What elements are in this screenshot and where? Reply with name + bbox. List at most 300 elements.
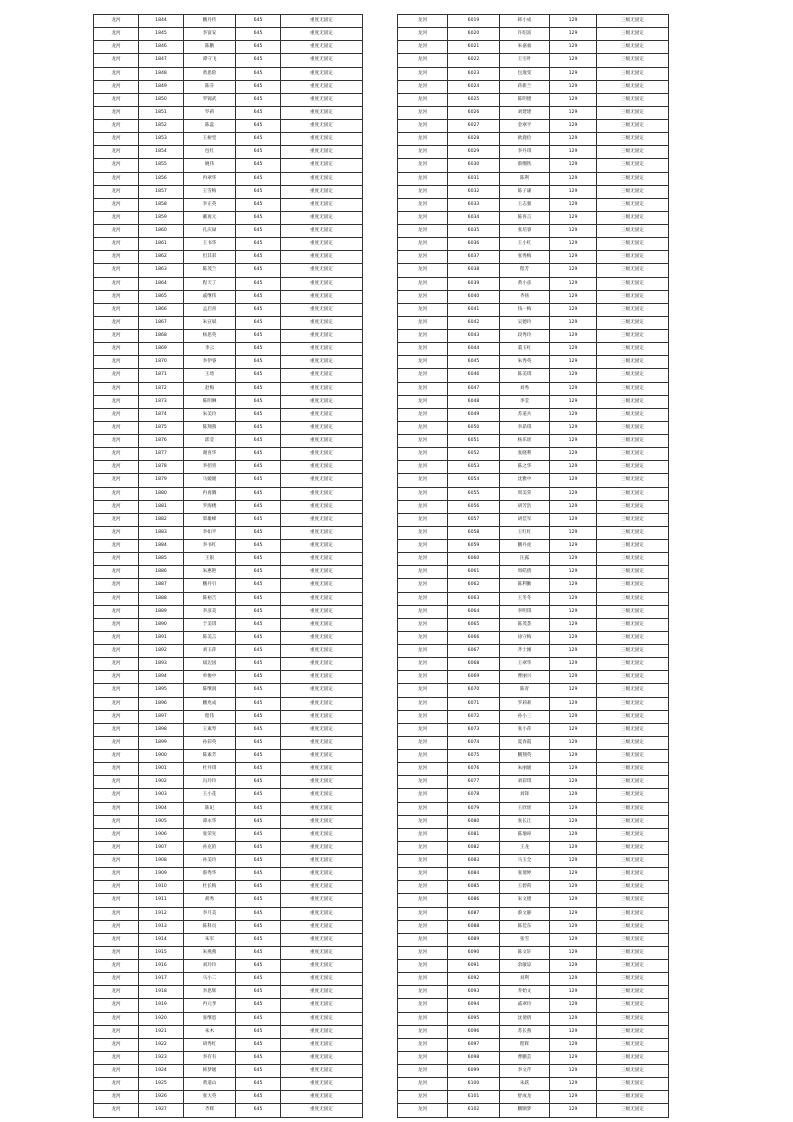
place-cell: 龙河 [94,645,139,658]
serial-number-cell: 1871 [139,369,184,382]
serial-number-cell: 1921 [139,1025,184,1038]
serial-number-cell: 1911 [139,894,184,907]
place-cell: 龙河 [94,553,139,566]
table-row [398,395,669,408]
table-row [398,579,669,592]
place-cell: 龙河 [94,41,139,54]
category-cell: 重度无固定 [281,933,363,946]
table-row [94,802,363,815]
amount-cell: 129 [550,421,597,434]
amount-cell: 645 [236,15,281,28]
name-cell: 孙克的 [184,841,236,854]
name-cell: 王冬冬 [500,592,550,605]
amount-cell: 645 [236,631,281,644]
name-cell: 陈明德 [500,93,550,106]
amount-cell: 645 [236,881,281,894]
place-cell: 龙河 [94,513,139,526]
table-row [398,277,669,290]
place-cell: 龙河 [398,1025,448,1038]
category-cell: 三级无固定 [597,855,669,868]
place-cell: 龙河 [94,251,139,264]
place-cell: 龙河 [94,435,139,448]
serial-number-cell: 1894 [139,671,184,684]
place-cell: 龙河 [398,474,448,487]
table-row [94,185,363,198]
category-cell: 重度无固定 [281,211,363,224]
amount-cell: 645 [236,1012,281,1025]
serial-number-cell: 1907 [139,841,184,854]
serial-number-cell: 6068 [448,658,500,671]
serial-number-cell: 6073 [448,723,500,736]
name-cell: 朱惠艳 [184,566,236,579]
name-cell: 王银 [184,553,236,566]
serial-number-cell: 6043 [448,330,500,343]
table-row [398,986,669,999]
place-cell: 龙河 [398,41,448,54]
category-cell: 三级无固定 [597,776,669,789]
name-cell: 鹏兆成 [184,697,236,710]
place-cell: 龙河 [94,894,139,907]
category-cell: 三级无固定 [597,723,669,736]
table-row [94,973,363,986]
category-cell: 三级无固定 [597,67,669,80]
place-cell: 龙河 [94,54,139,67]
table-row [94,526,363,539]
place-cell: 龙河 [94,776,139,789]
category-cell: 重度无固定 [281,881,363,894]
name-cell: 苏长燕 [500,1025,550,1038]
category-cell: 三级无固定 [597,881,669,894]
serial-number-cell: 6053 [448,461,500,474]
place-cell: 龙河 [398,841,448,854]
amount-cell: 645 [236,1038,281,1051]
serial-number-cell: 1858 [139,198,184,211]
name-cell: 董玉红 [500,343,550,356]
category-cell: 三级无固定 [597,106,669,119]
place-cell: 龙河 [94,960,139,973]
amount-cell: 645 [236,946,281,959]
category-cell: 重度无固定 [281,802,363,815]
category-cell: 重度无固定 [281,28,363,41]
category-cell: 重度无固定 [281,723,363,736]
category-cell: 重度无固定 [281,1104,363,1117]
table-row [94,146,363,159]
serial-number-cell: 1917 [139,973,184,986]
table-row [398,303,669,316]
category-cell: 三级无固定 [597,54,669,67]
amount-cell: 645 [236,172,281,185]
amount-cell: 129 [550,382,597,395]
category-cell: 重度无固定 [281,618,363,631]
table-row [94,238,363,251]
place-cell: 龙河 [94,395,139,408]
table-row [94,658,363,671]
name-cell: 舒成龙 [500,1091,550,1104]
name-cell: 韩梦媛 [184,1065,236,1078]
table-row [398,1051,669,1064]
table-row [398,526,669,539]
name-cell: 夏春霞 [500,736,550,749]
name-cell: 张小萍 [500,723,550,736]
place-cell: 龙河 [94,973,139,986]
amount-cell: 645 [236,894,281,907]
name-cell: 戚翠玲 [500,999,550,1012]
table-row [94,303,363,316]
table-row [94,540,363,553]
serial-number-cell: 1927 [139,1104,184,1117]
amount-cell: 645 [236,303,281,316]
name-cell: 刘秀 [500,382,550,395]
amount-cell: 129 [550,815,597,828]
serial-number-cell: 6036 [448,238,500,251]
name-cell: 朱美玲 [184,408,236,421]
table-row [398,159,669,172]
category-cell: 重度无固定 [281,828,363,841]
table-row [398,28,669,41]
serial-number-cell: 6052 [448,448,500,461]
place-cell: 龙河 [94,264,139,277]
amount-cell: 129 [550,264,597,277]
serial-number-cell: 1905 [139,815,184,828]
category-cell: 重度无固定 [281,41,363,54]
table-row [94,15,363,28]
amount-cell: 645 [236,697,281,710]
name-cell: 鹏丹引 [184,579,236,592]
place-cell: 龙河 [398,855,448,868]
category-cell: 重度无固定 [281,408,363,421]
serial-number-cell: 1913 [139,920,184,933]
table-row [94,41,363,54]
table-row [94,225,363,238]
amount-cell: 129 [550,513,597,526]
serial-number-cell: 6028 [448,133,500,146]
category-cell: 三级无固定 [597,225,669,238]
category-cell: 重度无固定 [281,198,363,211]
table-row [398,316,669,329]
table-row [94,1051,363,1064]
serial-number-cell: 1918 [139,986,184,999]
serial-number-cell: 1866 [139,303,184,316]
category-cell: 重度无固定 [281,920,363,933]
category-cell: 三级无固定 [597,868,669,881]
category-cell: 三级无固定 [597,500,669,513]
place-cell: 龙河 [94,408,139,421]
category-cell: 三级无固定 [597,487,669,500]
serial-number-cell: 6019 [448,15,500,28]
table-row [94,382,363,395]
name-cell: 李月美 [184,907,236,920]
category-cell: 三级无固定 [597,960,669,973]
table-row [398,1104,669,1117]
serial-number-cell: 6020 [448,28,500,41]
amount-cell: 645 [236,369,281,382]
place-cell: 龙河 [398,697,448,710]
category-cell: 三级无固定 [597,946,669,959]
serial-number-cell: 6051 [448,435,500,448]
name-cell: 黄小彦 [500,277,550,290]
place-cell: 龙河 [94,868,139,881]
serial-number-cell: 1852 [139,120,184,133]
category-cell: 重度无固定 [281,316,363,329]
amount-cell: 645 [236,776,281,789]
serial-number-cell: 6102 [448,1104,500,1117]
place-cell: 龙河 [398,566,448,579]
name-cell: 朱燕燕 [184,946,236,959]
name-cell: 王翠华 [500,658,550,671]
category-cell: 重度无固定 [281,1038,363,1051]
table-row [398,920,669,933]
table-row [398,933,669,946]
serial-number-cell: 1892 [139,645,184,658]
name-cell: 李如平 [184,526,236,539]
place-cell: 龙河 [94,907,139,920]
name-cell: 韩小成 [500,15,550,28]
amount-cell: 645 [236,973,281,986]
table-row [94,710,363,723]
category-cell: 三级无固定 [597,277,669,290]
amount-cell: 129 [550,133,597,146]
amount-cell: 645 [236,868,281,881]
table-row [398,566,669,579]
category-cell: 三级无固定 [597,120,669,133]
table-row [398,855,669,868]
table-row [398,553,669,566]
place-cell: 龙河 [398,1065,448,1078]
serial-number-cell: 6045 [448,356,500,369]
serial-number-cell: 6091 [448,960,500,973]
name-cell: 包逸雯 [500,67,550,80]
amount-cell: 129 [550,395,597,408]
place-cell: 龙河 [398,28,448,41]
category-cell: 重度无固定 [281,146,363,159]
serial-number-cell: 6079 [448,802,500,815]
place-cell: 龙河 [94,448,139,461]
name-cell: 李昂琪 [500,421,550,434]
table-row [94,684,363,697]
table-row [94,920,363,933]
place-cell: 龙河 [94,710,139,723]
name-cell: 冯玲玲 [184,776,236,789]
name-cell: 齐士刚 [500,645,550,658]
serial-number-cell: 6057 [448,513,500,526]
table-row [94,80,363,93]
name-cell: 朱文德 [500,894,550,907]
category-cell: 重度无固定 [281,946,363,959]
amount-cell: 645 [236,80,281,93]
serial-number-cell: 1879 [139,474,184,487]
category-cell: 重度无固定 [281,960,363,973]
category-cell: 重度无固定 [281,120,363,133]
name-cell: 孙小三 [500,710,550,723]
name-cell: 孙彩英 [184,736,236,749]
category-cell: 三级无固定 [597,736,669,749]
serial-number-cell: 6093 [448,986,500,999]
name-cell: 朱秀英 [500,356,550,369]
serial-number-cell: 1891 [139,631,184,644]
name-cell: 陈利勤 [500,579,550,592]
category-cell: 重度无固定 [281,461,363,474]
category-cell: 重度无固定 [281,671,363,684]
category-cell: 三级无固定 [597,579,669,592]
name-cell: 刘玉萍 [184,645,236,658]
table-row [94,645,363,658]
place-cell: 龙河 [94,920,139,933]
table-row [398,776,669,789]
serial-number-cell: 1887 [139,579,184,592]
table-row [398,93,669,106]
table-row [398,290,669,303]
serial-number-cell: 6027 [448,120,500,133]
name-cell: 王小红 [500,238,550,251]
place-cell: 龙河 [398,448,448,461]
category-cell: 三级无固定 [597,1012,669,1025]
amount-cell: 645 [236,421,281,434]
serial-number-cell: 1900 [139,750,184,763]
category-cell: 重度无固定 [281,185,363,198]
serial-number-cell: 1850 [139,93,184,106]
table-row [398,500,669,513]
place-cell: 龙河 [398,356,448,369]
name-cell: 徐守梅 [500,631,550,644]
table-row [94,106,363,119]
table-row [398,15,669,28]
table-row [94,277,363,290]
table-row [398,172,669,185]
amount-cell: 129 [550,723,597,736]
place-cell: 龙河 [398,330,448,343]
amount-cell: 645 [236,41,281,54]
category-cell: 三级无固定 [597,566,669,579]
place-cell: 龙河 [94,789,139,802]
place-cell: 龙河 [398,1091,448,1104]
name-cell: 覃雄峰 [184,513,236,526]
name-cell: 程天丁 [184,277,236,290]
name-cell: 王志强 [500,198,550,211]
serial-number-cell: 1886 [139,566,184,579]
amount-cell: 645 [236,789,281,802]
amount-cell: 645 [236,802,281,815]
place-cell: 龙河 [94,198,139,211]
amount-cell: 645 [236,435,281,448]
serial-number-cell: 1893 [139,658,184,671]
place-cell: 龙河 [94,277,139,290]
category-cell: 重度无固定 [281,605,363,618]
serial-number-cell: 1914 [139,933,184,946]
name-cell: 沈雅中 [500,474,550,487]
serial-number-cell: 6100 [448,1078,500,1091]
amount-cell: 645 [236,211,281,224]
amount-cell: 129 [550,1091,597,1104]
serial-number-cell: 6056 [448,500,500,513]
place-cell: 龙河 [94,946,139,959]
table-row [398,973,669,986]
place-cell: 龙河 [94,474,139,487]
category-cell: 重度无固定 [281,697,363,710]
serial-number-cell: 1925 [139,1078,184,1091]
category-cell: 三级无固定 [597,303,669,316]
place-cell: 龙河 [398,802,448,815]
place-cell: 龙河 [398,303,448,316]
place-cell: 龙河 [94,1065,139,1078]
amount-cell: 129 [550,960,597,973]
table-row [94,500,363,513]
category-cell: 重度无固定 [281,330,363,343]
serial-number-cell: 6039 [448,277,500,290]
table-row [94,671,363,684]
serial-number-cell: 1895 [139,684,184,697]
name-cell: 王小花 [184,789,236,802]
table-row [398,67,669,80]
place-cell: 龙河 [398,776,448,789]
category-cell: 重度无固定 [281,868,363,881]
serial-number-cell: 6065 [448,618,500,631]
place-cell: 龙河 [94,461,139,474]
table-row [94,776,363,789]
name-cell: 朱跃 [500,1078,550,1091]
serial-number-cell: 1880 [139,487,184,500]
category-cell: 重度无固定 [281,369,363,382]
place-cell: 龙河 [94,1078,139,1091]
category-cell: 三级无固定 [597,618,669,631]
table-row [398,763,669,776]
category-cell: 三级无固定 [597,933,669,946]
name-cell: 张倩婷 [500,868,550,881]
name-cell: 王雪梅 [184,185,236,198]
serial-number-cell: 6064 [448,605,500,618]
category-cell: 三级无固定 [597,1091,669,1104]
table-row [398,684,669,697]
name-cell: 乔始文 [500,986,550,999]
amount-cell: 645 [236,120,281,133]
category-cell: 重度无固定 [281,736,363,749]
serial-number-cell: 1919 [139,999,184,1012]
place-cell: 龙河 [94,28,139,41]
amount-cell: 129 [550,435,597,448]
serial-number-cell: 1882 [139,513,184,526]
place-cell: 龙河 [94,316,139,329]
table-row [398,133,669,146]
place-cell: 龙河 [398,789,448,802]
amount-cell: 645 [236,540,281,553]
serial-number-cell: 6025 [448,93,500,106]
table-row [398,802,669,815]
place-cell: 龙河 [398,290,448,303]
name-cell: 于美琪 [184,618,236,631]
place-cell: 龙河 [398,264,448,277]
category-cell: 重度无固定 [281,999,363,1012]
amount-cell: 129 [550,487,597,500]
table-row [94,251,363,264]
serial-number-cell: 6060 [448,553,500,566]
amount-cell: 645 [236,133,281,146]
serial-number-cell: 6076 [448,763,500,776]
table-row [398,540,669,553]
name-cell: 刘彩琪 [500,776,550,789]
place-cell: 龙河 [398,500,448,513]
place-cell: 龙河 [94,172,139,185]
category-cell: 重度无固定 [281,133,363,146]
category-cell: 三级无固定 [597,133,669,146]
category-cell: 重度无固定 [281,684,363,697]
serial-number-cell: 6099 [448,1065,500,1078]
amount-cell: 129 [550,198,597,211]
table-row [398,421,669,434]
category-cell: 三级无固定 [597,920,669,933]
name-cell: 谭守飞 [184,54,236,67]
category-cell: 重度无固定 [281,1012,363,1025]
place-cell: 龙河 [94,1012,139,1025]
place-cell: 龙河 [398,395,448,408]
